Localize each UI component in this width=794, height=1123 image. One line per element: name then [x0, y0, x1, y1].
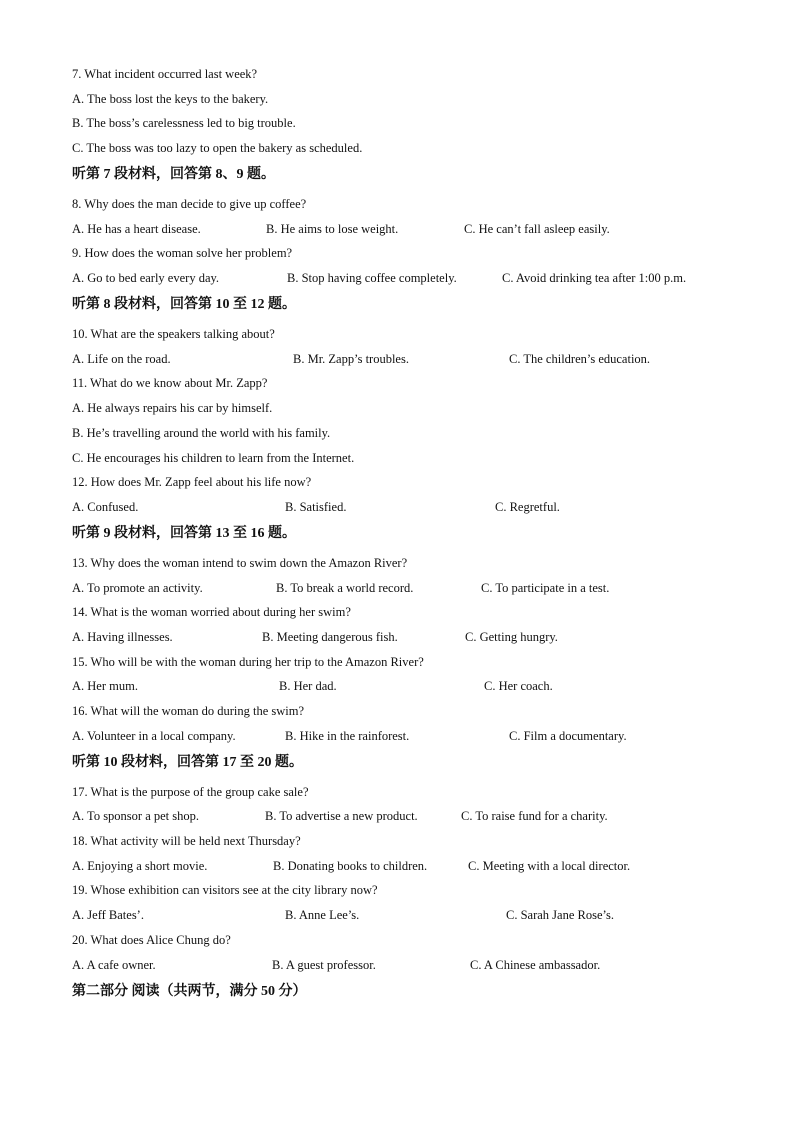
option-b: B. Meeting dangerous fish.	[262, 630, 398, 644]
option-line: C. He encourages his children to learn from the Internet.	[72, 451, 355, 465]
question-19: 19. Whose exhibition can visitors see at the city library now?	[72, 883, 378, 897]
question-16: 16. What will the woman do during the swim?	[72, 704, 305, 718]
option-b: B. Satisfied.	[285, 500, 347, 514]
option-c: C. To participate in a test.	[481, 581, 610, 595]
option-c: C. To raise fund for a charity.	[461, 809, 608, 823]
question-17: 17. What is the purpose of the group cake sale?	[72, 785, 309, 799]
option-a: A. Go to bed early every day.	[72, 271, 220, 285]
question-13: 13. Why does the woman intend to swim down the Amazon River?	[72, 556, 408, 570]
section-heading: 听第 7 段材料，回答第 8、9 题。	[72, 167, 275, 182]
question-12: 12. How does Mr. Zapp feel about his life now?	[72, 475, 312, 489]
option-c: C. The children’s education.	[509, 352, 651, 366]
question-8: 8. Why does the man decide to give up coffee?	[72, 197, 307, 211]
option-line: B. The boss’s carelessness led to big trouble.	[72, 116, 296, 130]
option-line: C. The boss was too lazy to open the bakery as scheduled.	[72, 141, 363, 155]
option-b: B. Mr. Zapp’s troubles.	[293, 352, 409, 366]
option-c: C. A Chinese ambassador.	[470, 958, 601, 972]
option-b: B. To break a world record.	[276, 581, 414, 595]
option-b: B. Hike in the rainforest.	[285, 729, 410, 743]
option-c: C. Her coach.	[484, 679, 553, 693]
question-9: 9. How does the woman solve her problem?	[72, 246, 293, 260]
question-14: 14. What is the woman worried about during her swim?	[72, 605, 351, 619]
section-heading: 听第 9 段材料，回答第 13 至 16 题。	[72, 526, 296, 541]
option-c: C. Sarah Jane Rose’s.	[506, 908, 614, 922]
option-c: C. Film a documentary.	[509, 729, 627, 743]
option-a: A. Her mum.	[72, 679, 138, 693]
option-a: A. Jeff Bates’.	[72, 908, 144, 922]
option-b: B. Stop having coffee completely.	[287, 271, 457, 285]
option-a: A. A cafe owner.	[72, 958, 156, 972]
option-a: A. Having illnesses.	[72, 630, 173, 644]
option-a: A. Life on the road.	[72, 352, 171, 366]
option-line: A. He always repairs his car by himself.	[72, 401, 273, 415]
option-a: A. Confused.	[72, 500, 139, 514]
option-line: B. He’s travelling around the world with his family.	[72, 426, 331, 440]
section-heading: 听第 8 段材料，回答第 10 至 12 题。	[72, 297, 296, 312]
option-a: A. He has a heart disease.	[72, 222, 201, 236]
option-b: B. Anne Lee’s.	[285, 908, 360, 922]
option-b: B. To advertise a new product.	[265, 809, 418, 823]
question-15: 15. Who will be with the woman during her trip to the Amazon River?	[72, 655, 424, 669]
option-b: B. He aims to lose weight.	[266, 222, 399, 236]
question-18: 18. What activity will be held next Thursday?	[72, 834, 301, 848]
question-7: 7. What incident occurred last week?	[72, 67, 258, 81]
option-a: A. Enjoying a short movie.	[72, 859, 208, 873]
option-b: B. Donating books to children.	[273, 859, 428, 873]
option-c: C. Getting hungry.	[465, 630, 558, 644]
option-c: C. He can’t fall asleep easily.	[464, 222, 610, 236]
option-a: A. Volunteer in a local company.	[72, 729, 236, 743]
option-c: C. Regretful.	[495, 500, 560, 514]
part-heading: 第二部分 阅读（共两节，满分 50 分）	[72, 984, 307, 999]
option-b: B. Her dad.	[279, 679, 337, 693]
section-heading: 听第 10 段材料，回答第 17 至 20 题。	[72, 755, 303, 770]
question-10: 10. What are the speakers talking about?	[72, 327, 275, 341]
option-c: C. Avoid drinking tea after 1:00 p.m.	[502, 271, 687, 285]
question-20: 20. What does Alice Chung do?	[72, 933, 231, 947]
option-c: C. Meeting with a local director.	[468, 859, 631, 873]
option-line: A. The boss lost the keys to the bakery.	[72, 92, 269, 106]
question-11: 11. What do we know about Mr. Zapp?	[72, 376, 268, 390]
option-a: A. To sponsor a pet shop.	[72, 809, 200, 823]
option-a: A. To promote an activity.	[72, 581, 203, 595]
option-b: B. A guest professor.	[272, 958, 376, 972]
